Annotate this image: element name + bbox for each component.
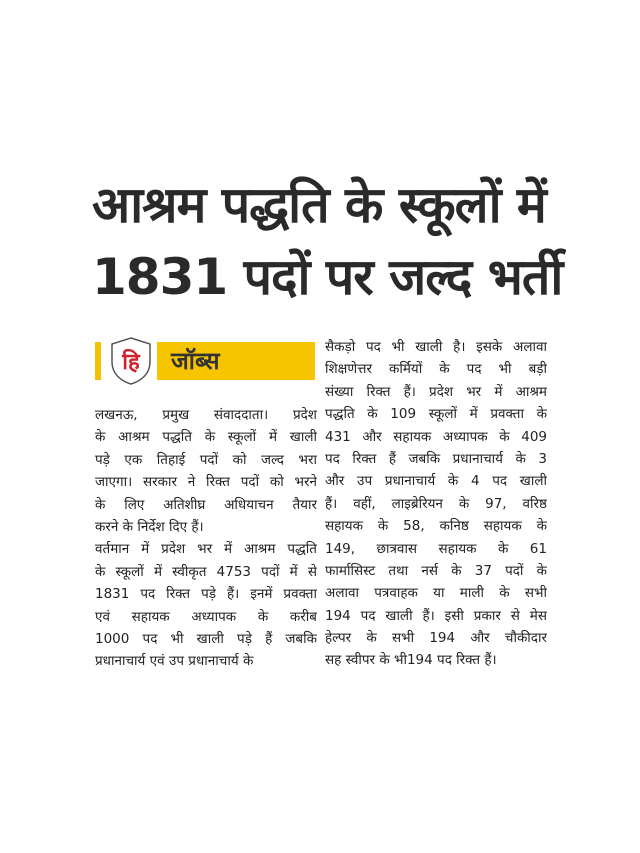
article-line: पद रिक्त हैं जबकि प्रधानाचार्य के 3	[325, 450, 547, 467]
article-line: पद्धति के 109 स्कूलों में प्रवक्ता के	[325, 406, 547, 423]
article-line: के लिए अतिशीघ्र अधियाचन तैयार	[95, 496, 317, 513]
article-line: पड़े एक तिहाई पदों को जल्द भरा	[95, 451, 317, 468]
article-line: हेल्पर के सभी 194 और चौकीदार	[325, 630, 547, 647]
article-line: के स्कूलों में स्वीकृत 4753 पदों में से	[95, 563, 317, 580]
article-line: शिक्षणेत्तर कर्मियों के पद भी बड़ी	[325, 361, 547, 378]
article-line: सहायक के 58, कनिष्ठ सहायक के	[325, 518, 547, 535]
article-line: करने के निर्देश दिए हैं।	[95, 518, 204, 535]
article-line: वर्तमान में प्रदेश भर में आश्रम पद्धति	[95, 541, 317, 558]
banner-label-box	[157, 342, 315, 380]
article-line: 431 और सहायक अध्यापक के 409	[325, 428, 547, 445]
article-line: 1831 पद रिक्त पड़े हैं। इनमें प्रवक्ता	[95, 586, 317, 603]
article-line: प्रधानाचार्य एवं उप प्रधानाचार्य के	[95, 653, 254, 670]
article-line: फार्मासिस्ट तथा नर्स के 37 पदों के	[325, 562, 547, 579]
article-line: अलावा पत्रवाहक या माली के सभी	[325, 585, 547, 602]
banner-label: जॉब्स	[171, 347, 220, 375]
svg-text:हि: हि	[122, 350, 140, 375]
article-line: 149, छात्रवास सहायक के 61	[325, 540, 547, 557]
article-line: सैकड़ो पद भी खाली है। इसके अलावा	[325, 339, 547, 355]
article-line: के आश्रम पद्धति के स्कूलों में खाली	[95, 429, 317, 446]
article-right-column	[325, 336, 547, 672]
article-line: जाएगा। सरकार ने रिक्त पदों को भरने	[95, 474, 317, 491]
article-line: 194 पद खाली हैं। इसी प्रकार से मेस	[325, 607, 547, 624]
hindustan-logo-icon	[109, 336, 153, 386]
section-banner	[95, 336, 317, 386]
article-line: संख्या रिक्त हैं। प्रदेश भर में आश्रम	[325, 383, 547, 400]
headline-line-1: आश्रम पद्धति के स्कूलों में	[92, 176, 546, 234]
headline-line-2: 1831 पदों पर जल्द भर्ती	[92, 248, 563, 306]
banner-accent-bar	[95, 342, 101, 380]
article-line: 1000 पद भी खाली पड़े हैं जबकि	[95, 630, 317, 647]
article-left-column	[95, 404, 317, 673]
article-line: और उप प्रधानाचार्य के 4 पद खाली	[325, 473, 547, 490]
article-line: हैं। वहीं, लाइब्रेरियन के 97, वरिष्ठ	[325, 495, 547, 512]
article-line: सह स्वीपर के भी194 पद रिक्त हैं।	[325, 652, 497, 669]
article-line: लखनऊ, प्रमुख संवाददाता। प्रदेश	[95, 407, 317, 423]
article-line: एवं सहायक अध्यापक के करीब	[95, 608, 317, 625]
